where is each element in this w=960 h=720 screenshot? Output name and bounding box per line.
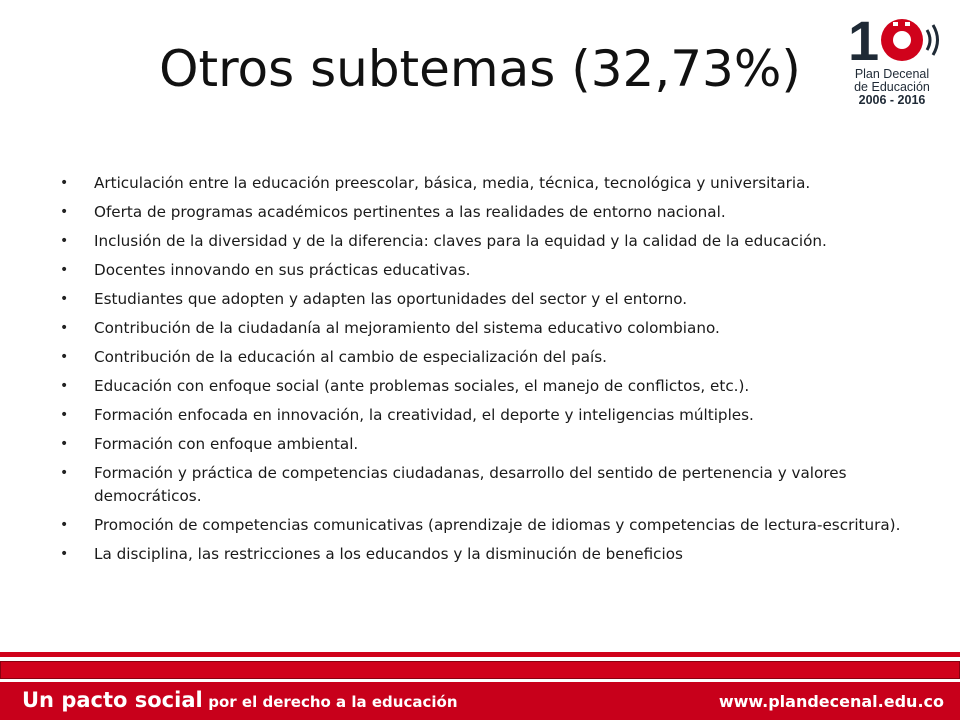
bullet-marker: • [60,465,69,481]
bullet-marker: • [60,320,69,336]
footer-slogan [22,688,458,712]
bullet-marker: • [60,517,69,533]
footer-divider-band [0,661,960,679]
logo-circle-hole [893,31,911,49]
logo-number-one: 1 [848,9,880,72]
bullet-text: Educación con enfoque social (ante problemas sociales, el manejo de conflictos, etc.). [94,377,750,395]
logo-wave-outer [933,25,938,55]
list-item [60,172,910,195]
bullet-marker: • [60,546,69,562]
list-item [60,230,910,253]
logo-wave-inner [927,30,930,50]
bullet-marker: • [60,291,69,307]
list-item [60,433,910,456]
list-item [60,543,910,566]
bullet-marker: • [60,378,69,394]
list-item [60,201,910,224]
slide-title: Otros subtemas (32,73%) [159,40,801,98]
bullet-text: Contribución de la educación al cambio de especialización del país. [94,348,607,366]
bullet-text: Inclusión de la diversidad y de la diferencia: claves para la equidad y la calidad de la educación. [94,232,827,250]
list-item [60,259,910,282]
bullet-text: La disciplina, las restricciones a los educandos y la disminución de beneficios [94,545,683,563]
logo-line-3: 2006 - 2016 [858,93,926,107]
logo-eye-left [893,22,898,26]
bullet-text: Docentes innovando en sus prácticas educativas. [94,261,471,279]
bullet-marker: • [60,204,69,220]
list-item [60,288,910,311]
bullet-text: Articulación entre la educación preescolar, básica, media, técnica, tecnológica y universitaria. [94,174,811,192]
bullet-text: Formación con enfoque ambiental. [94,435,359,453]
bullet-text: Contribución de la ciudadanía al mejoramiento del sistema educativo colombiano. [94,319,720,337]
bullet-marker: • [60,233,69,249]
bullet-marker: • [60,175,69,191]
bullet-text: Oferta de programas académicos pertinentes a las realidades de entorno nacional. [94,203,726,221]
list-item [60,514,910,537]
footer-url-link[interactable]: www.plandecenal.edu.co [718,692,944,711]
logo-line-1: Plan Decenal [854,67,930,81]
bullet-marker: • [60,349,69,365]
list-item [60,375,910,398]
list-item [60,462,910,508]
footer-slogan-bold: Un pacto social [22,688,203,712]
bullet-marker: • [60,436,69,452]
bullet-list [60,172,910,572]
bullet-text: Formación y práctica de competencias ciudadanas, desarrollo del sentido de pertenencia y valores democráticos. [94,464,847,505]
list-item [60,404,910,427]
bullet-text: Formación enfocada en innovación, la creatividad, el deporte y inteligencias múltiples. [94,406,754,424]
logo-line-2: de Educación [854,80,930,94]
bullet-marker: • [60,262,69,278]
logo-eye-right [905,22,910,26]
bullet-marker: • [60,407,69,423]
footer-slogan-rest: por el derecho a la educación [208,693,458,711]
plan-decenal-logo [838,8,946,116]
footer-divider-line [0,652,960,657]
bullet-text: Promoción de competencias comunicativas (aprendizaje de idiomas y competencias de lectura-escritura). [94,516,901,534]
list-item [60,317,910,340]
list-item [60,346,910,369]
bullet-text: Estudiantes que adopten y adapten las oportunidades del sector y el entorno. [94,290,688,308]
